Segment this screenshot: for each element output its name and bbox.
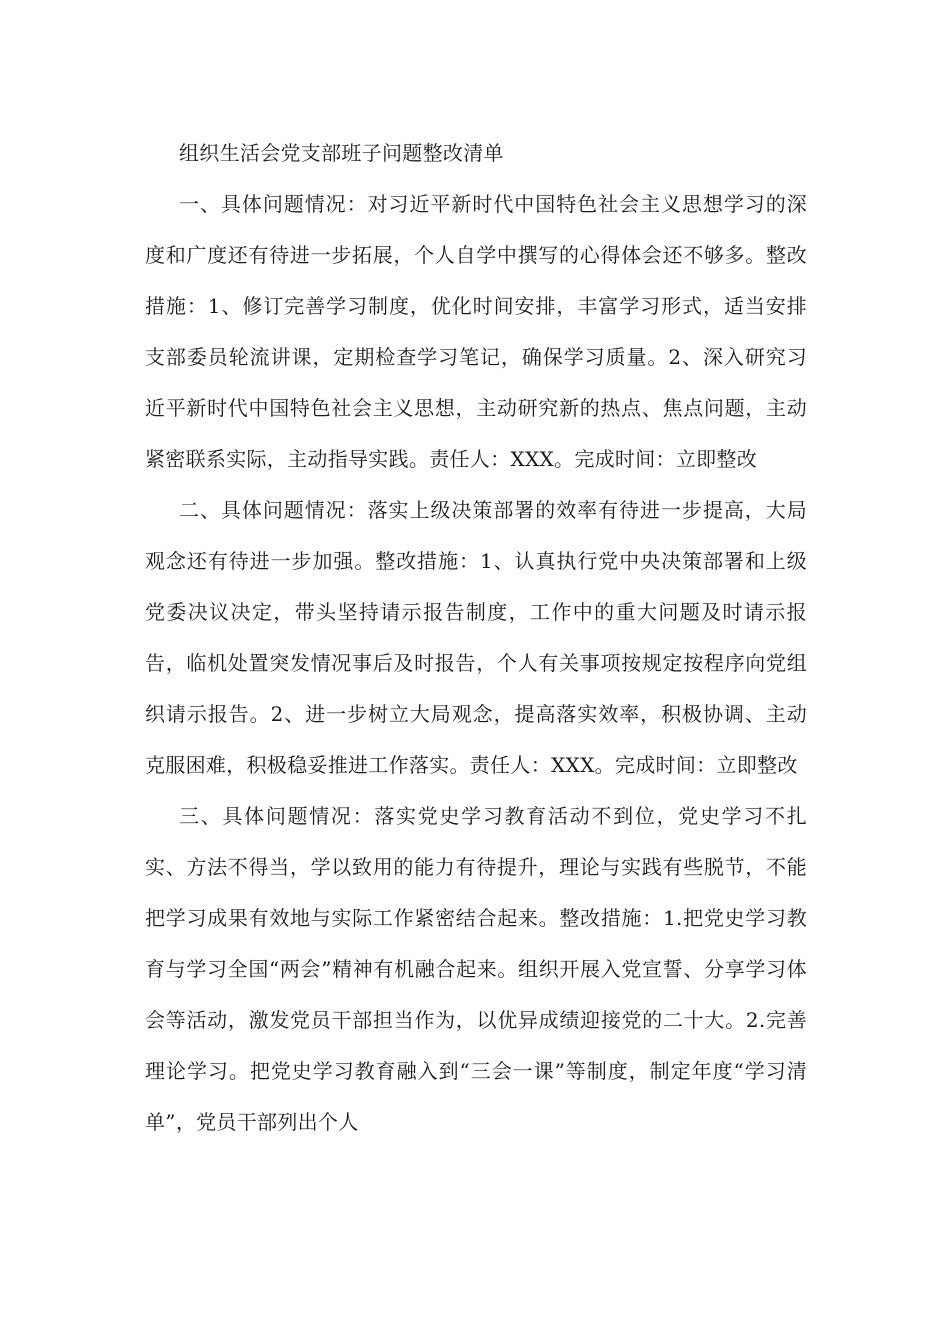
paragraph-issue-2: 二、具体问题情况：落实上级决策部署的效率有待进一步提高，大局观念还有待进一步加强。整改措施：1、认真执行党中央决策部署和上级党委决议决定，带头坚持请示报告制度，工作中的重大问题及时请示报告，临机处置突发情况事后及时报告，个人有关事项按规定按程序向党组织请示报告。2、进一步树立大局观念，提高落实效率，积极协调、主动克服困难，积极稳妥推进工作落实。责任人：XXX。完成时间：立即整改 (145, 498, 807, 777)
document-title: 组织生活会党支部班子问题整改清单 (179, 141, 504, 165)
paragraph-issue-1: 一、具体问题情况：对习近平新时代中国特色社会主义思想学习的深度和广度还有待进一步拓展，个人自学中撰写的心得体会还不够多。整改措施：1、修订完善学习制度，优化时间安排，丰富学习形式，适当安排支部委员轮流讲课，定期检查学习笔记，确保学习质量。2、深入研究习近平新时代中国特色社会主义思想，主动研究新的热点、焦点问题，主动紧密联系实际，主动指导实践。责任人：XXX。完成时间：立即整改 (145, 192, 807, 471)
document-body (145, 128, 807, 1148)
paragraph-issue-3: 三、具体问题情况：落实党史学习教育活动不到位，党史学习不扎实、方法不得当，学以致用的能力有待提升，理论与实践有些脱节，不能把学习成果有效地与实际工作紧密结合起来。整改措施：1.把党史学习教育与学习全国“两会”精神有机融合起来。组织开展入党宣誓、分享学习体会等活动，激发党员干部担当作为，以优异成绩迎接党的二十大。2.完善理论学习。把党史学习教育融入到“三会一课”等制度，制定年度“学习清单”，党员干部列出个人 (145, 804, 807, 1134)
